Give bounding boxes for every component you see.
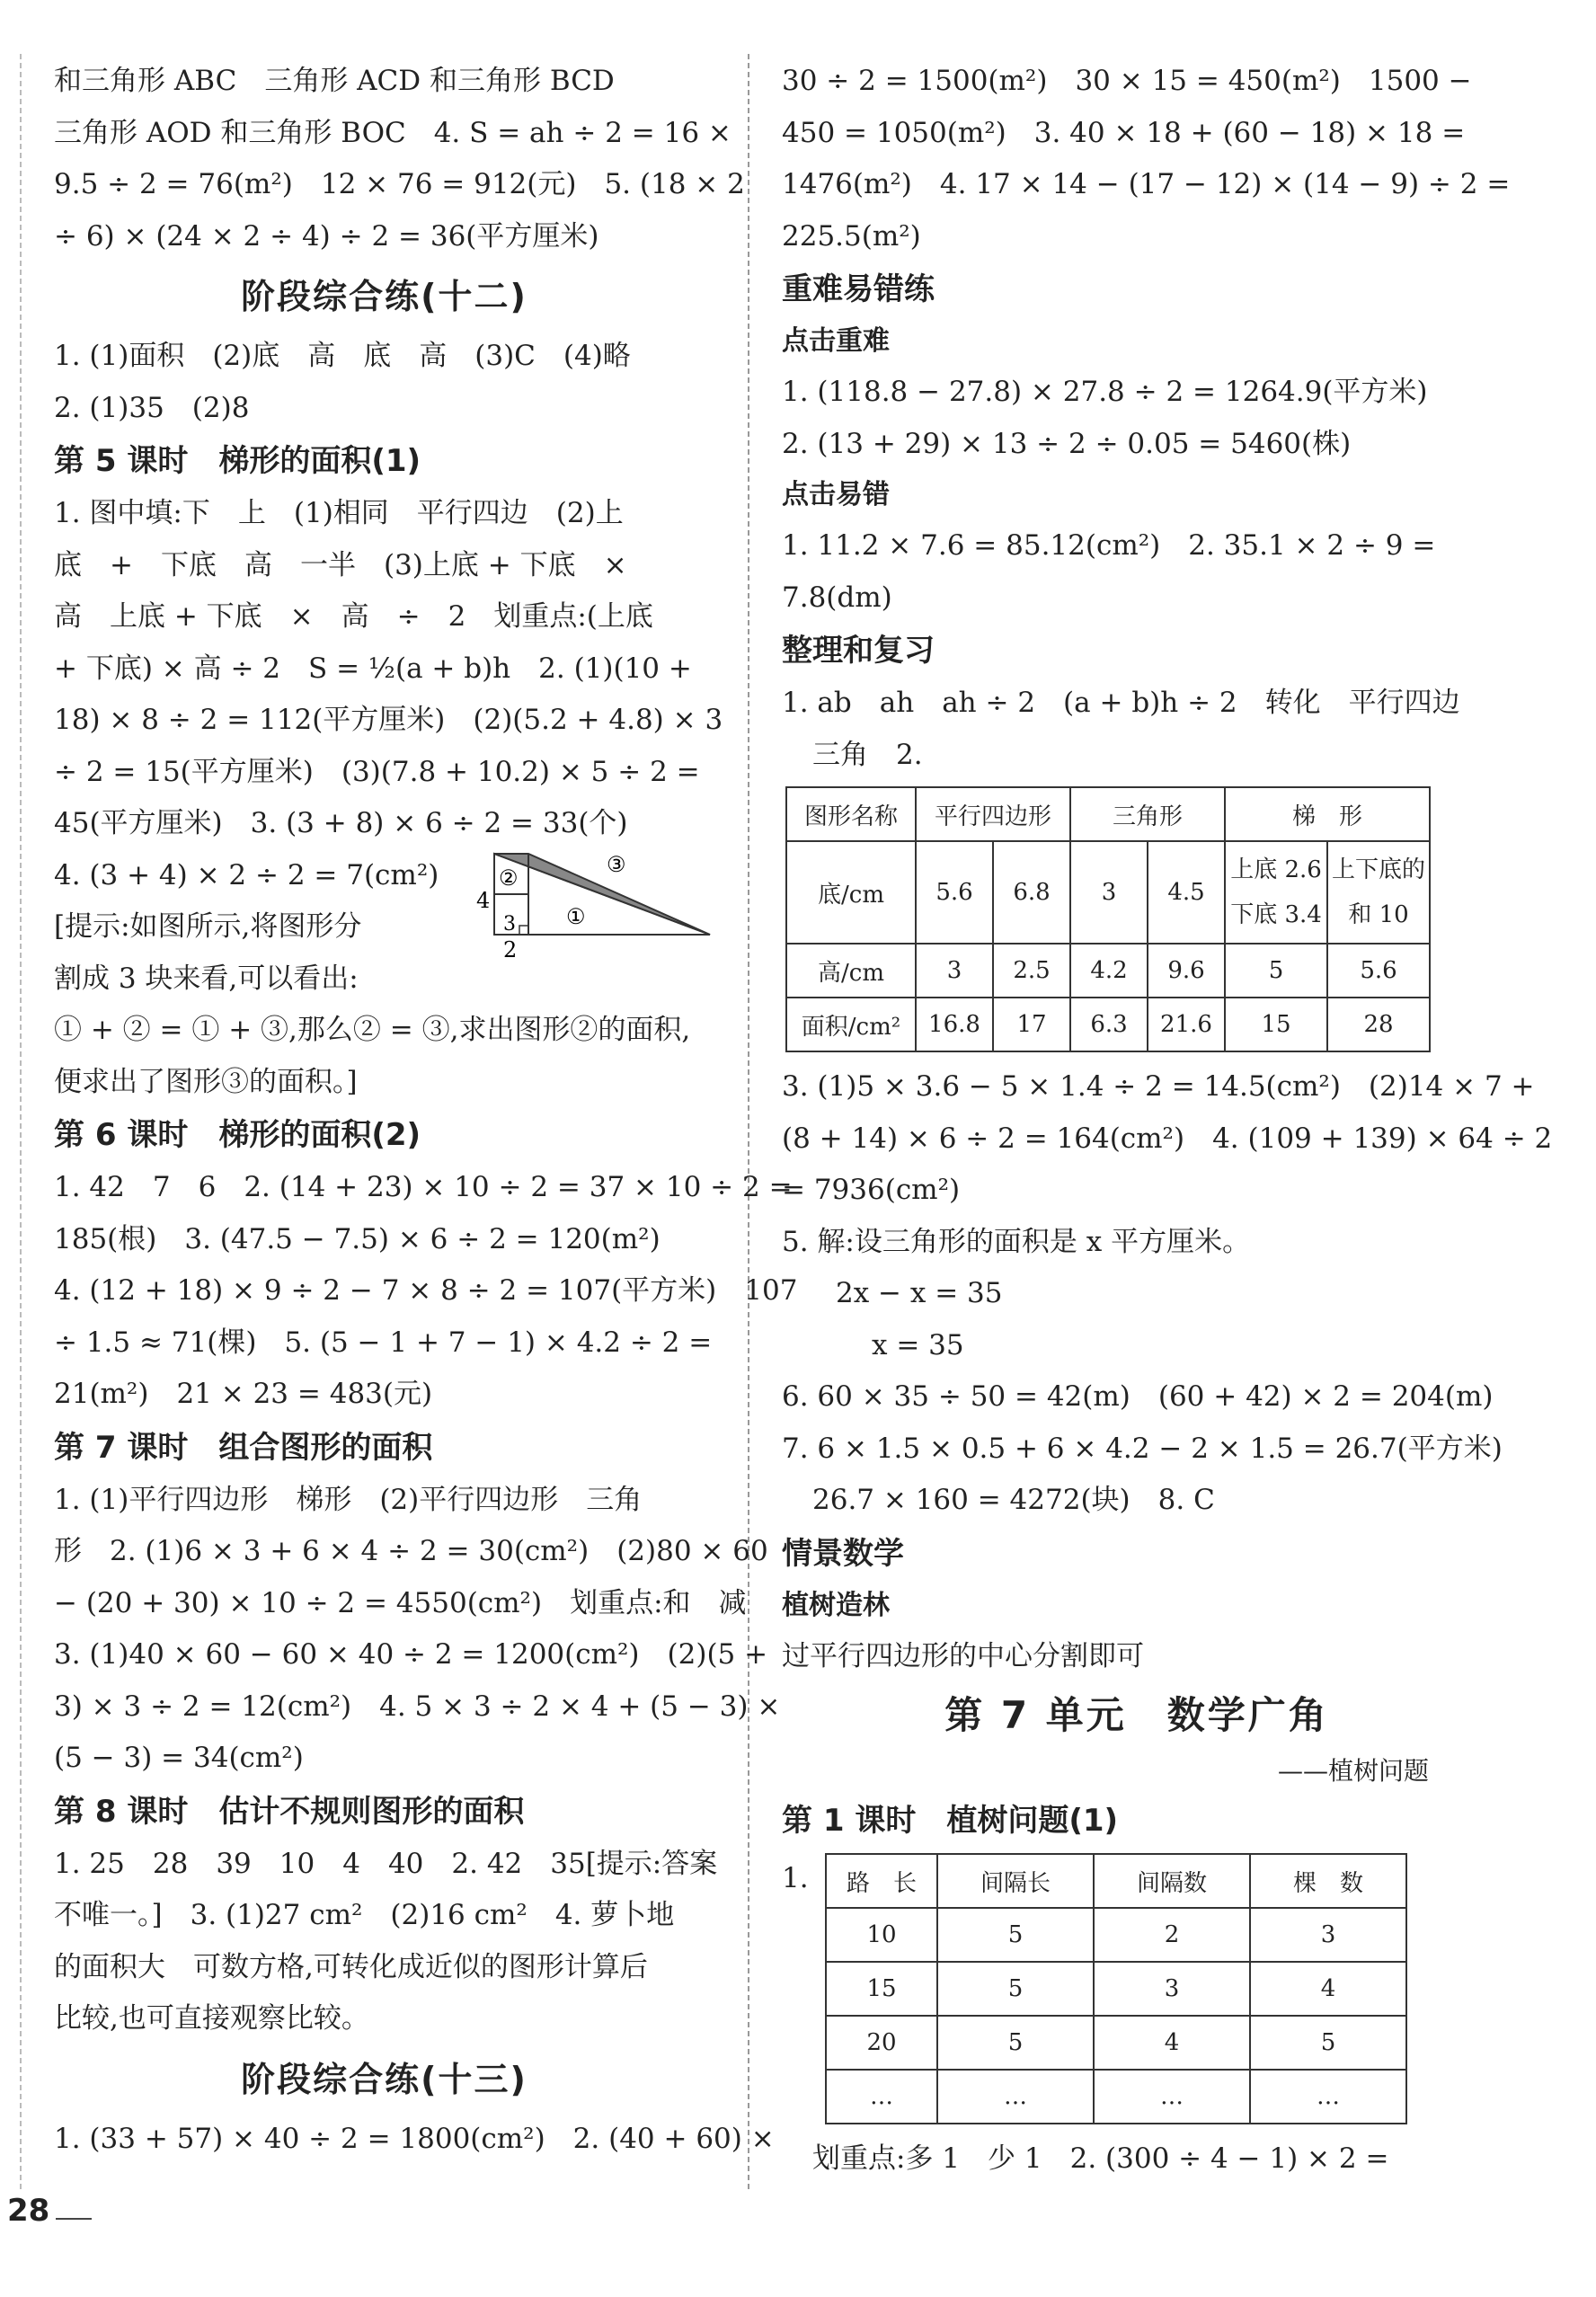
text-line: 不唯一。] 3. (1)27 cm² (2)16 cm² 4. 萝卜地 — [54, 1899, 675, 1931]
text-line: ÷ 6) × (24 × 2 ÷ 4) ÷ 2 = 36(平方厘米) — [54, 219, 599, 253]
text-line: 底 + 下底 高 一半 (3)上底 + 下底 × — [54, 548, 627, 581]
table-cell: … — [1094, 2070, 1250, 2124]
table-cell: 2 — [1094, 1908, 1250, 1962]
text-line: 3. (1)40 × 60 − 60 × 40 ÷ 2 = 1200(cm²) (2)(5 + — [54, 1638, 768, 1671]
subheading-common-errors: 点击易错 — [782, 479, 890, 510]
question-number: 1. — [782, 1862, 809, 1894]
text-line: 7.8(dm) — [782, 581, 892, 614]
text-line: 1. (1)面积 (2)底 高 底 高 (3)C (4)略 — [54, 340, 631, 372]
table-header: 棵 数 — [1250, 1854, 1406, 1908]
table-cell: 9.6 — [1148, 944, 1225, 998]
table-cell: 4.5 — [1148, 841, 1225, 944]
text-line: 2x − x = 35 — [836, 1277, 1003, 1309]
table-header: 路 长 — [826, 1854, 937, 1908]
row-label: 高/cm — [786, 944, 916, 998]
table-cell: 3 — [1094, 1962, 1250, 2016]
table-cell: 21.6 — [1148, 998, 1225, 1051]
table-cell: 6.8 — [993, 841, 1070, 944]
text-line: 185(根) 3. (47.5 − 7.5) × 6 ÷ 2 = 120(m²) — [54, 1222, 661, 1255]
text-line: 形 2. (1)6 × 3 + 6 × 4 ÷ 2 = 30(cm²) (2)80 × 60 — [54, 1535, 768, 1567]
right-column — [782, 56, 1553, 2186]
text-line: (8 + 14) × 6 ÷ 2 = 164(cm²) 4. (109 + 139) × 64 ÷ 2 — [782, 1122, 1553, 1155]
table-header: 间隔数 — [1094, 1854, 1250, 1908]
text-line: 6. 60 × 35 ÷ 50 = 42(m) (60 + 42) × 2 = 204(m) — [782, 1380, 1494, 1413]
table-cell: 10 — [826, 1908, 937, 1962]
page-number-rule — [56, 2218, 92, 2220]
text-line: x = 35 — [872, 1328, 964, 1361]
text-line: 比较,也可直接观察比较。 — [54, 2002, 369, 2035]
text-line: 割成 3 块来看,可以看出: — [54, 962, 359, 995]
section-title-stage12: 阶段综合练(十二) — [241, 277, 528, 316]
section-title-stage13: 阶段综合练(十三) — [241, 2059, 528, 2099]
text-line: − (20 + 30) × 10 ÷ 2 = 4550(cm²) 划重点:和 减 — [54, 1586, 747, 1619]
text-line: 2. (13 + 29) × 13 ÷ 2 ÷ 0.05 = 5460(株) — [782, 427, 1352, 460]
text-line: 1. 25 28 39 10 4 40 2. 42 35[提示:答案 — [54, 1847, 718, 1880]
shapes-area-table — [785, 786, 1431, 1052]
text-line: 450 = 1050(m²) 3. 40 × 18 + (60 − 18) × 18 = — [782, 116, 1466, 149]
label-4: 4 — [476, 887, 491, 913]
text-line: 2. (1)35 (2)8 — [54, 391, 250, 424]
subheading-tree-planting: 植树造林 — [782, 1589, 890, 1621]
text-line: 30 ÷ 2 = 1500(m²) 30 × 15 = 450(m²) 1500 − — [782, 65, 1472, 97]
text-line: 三角 2. — [812, 738, 923, 771]
table-cell: 5 — [937, 1908, 1094, 1962]
label-2: 2 — [503, 936, 518, 962]
lesson-heading-1: 第 1 课时 植树问题(1) — [782, 1803, 1119, 1839]
table-cell: 16.8 — [916, 998, 993, 1051]
text-line: ÷ 2 = 15(平方厘米) (3)(7.8 + 10.2) × 5 ÷ 2 = — [54, 755, 700, 788]
text-line: + 下底) × 高 ÷ 2 S = ½(a + b)h 2. (1)(10 + — [54, 652, 692, 685]
table-cell: 2.5 — [993, 944, 1070, 998]
table-header: 三角形 — [1070, 787, 1225, 841]
region-3-label: ③ — [607, 851, 626, 877]
text-line: 45(平方厘米) 3. (3 + 8) × 6 ÷ 2 = 33(个) — [54, 807, 628, 839]
text-line: 1. (118.8 − 27.8) × 27.8 ÷ 2 = 1264.9(平方米) — [782, 376, 1428, 408]
table-header: 间隔长 — [937, 1854, 1094, 1908]
table-cell: 5 — [937, 2016, 1094, 2070]
text-line: 18) × 8 ÷ 2 = 112(平方厘米) (2)(5.2 + 4.8) × 3 — [54, 704, 723, 736]
text-line: ① + ② = ① + ③,那么② = ③,求出图形②的面积, — [54, 1014, 691, 1046]
table-cell: 5.6 — [1327, 944, 1430, 998]
table-cell: 3 — [1070, 841, 1148, 944]
text-line: 9.5 ÷ 2 = 76(m²) 12 × 76 = 912(元) 5. (18 × 2 — [54, 168, 745, 200]
text-line: 3) × 3 ÷ 2 = 12(cm²) 4. 5 × 3 ÷ 2 × 4 + (5 − 3) × — [54, 1689, 781, 1723]
text-line: 5. 解:设三角形的面积是 x 平方厘米。 — [782, 1225, 1251, 1258]
table-cell: … — [1250, 2070, 1406, 2124]
table-cell: 3 — [1250, 1908, 1406, 1962]
table-cell: 17 — [993, 998, 1070, 1051]
heading-scenario-math: 情景数学 — [782, 1535, 904, 1572]
question-1-block — [782, 1853, 1456, 2124]
text-line: 26.7 × 160 = 4272(块) 8. C — [812, 1484, 1215, 1516]
table-cell: 4 — [1250, 1962, 1406, 2016]
subheading-key-points: 点击重难 — [782, 325, 890, 357]
page-number: 28 — [7, 2193, 50, 2229]
text-line: = 7936(cm²) — [782, 1174, 961, 1206]
label-3: 3 — [503, 912, 516, 936]
text-line: (5 − 3) = 34(cm²) — [54, 1742, 304, 1774]
row-label: 底/cm — [786, 841, 916, 944]
table-cell: 4 — [1094, 2016, 1250, 2070]
table-cell: 上底 2.6 下底 3.4 — [1225, 841, 1327, 944]
heading-review: 整理和复习 — [782, 633, 935, 669]
unit-subtitle: ——植树问题 — [1277, 1756, 1429, 1786]
lesson-heading-5: 第 5 课时 梯形的面积(1) — [54, 443, 421, 479]
table-header: 图形名称 — [786, 787, 916, 841]
trapezoid-figure — [449, 845, 719, 962]
table-cell: 4.2 — [1070, 944, 1148, 998]
text-line: 1. 11.2 × 7.6 = 85.12(cm²) 2. 35.1 × 2 ÷ 9 = — [782, 529, 1436, 562]
tree-planting-table — [825, 1853, 1407, 2124]
text-line: 1. ab ah ah ÷ 2 (a + b)h ÷ 2 转化 平行四边 — [782, 687, 1460, 719]
text-line: 4. (3 + 4) × 2 ÷ 2 = 7(cm²) — [54, 858, 439, 891]
text-line: [提示:如图所示,将图形分 — [54, 910, 362, 943]
text-line: 1476(m²) 4. 17 × 14 − (17 − 12) × (14 − 9) ÷ 2 = — [782, 168, 1511, 200]
text-line: 1. 图中填:下 上 (1)相同 平行四边 (2)上 — [54, 497, 624, 529]
lesson-heading-8: 第 8 课时 估计不规则图形的面积 — [54, 1793, 525, 1830]
table-cell: 3 — [916, 944, 993, 998]
table-cell: 5 — [1225, 944, 1327, 998]
table-header: 梯 形 — [1225, 787, 1430, 841]
region-1-label: ① — [566, 903, 586, 929]
region-2-label: ② — [499, 865, 519, 891]
table-cell: 28 — [1327, 998, 1430, 1051]
table-cell: 5 — [1250, 2016, 1406, 2070]
text-line: 和三角形 ABC 三角形 ACD 和三角形 BCD — [54, 65, 615, 97]
text-line: 225.5(m²) — [782, 219, 921, 253]
left-margin-rule — [20, 54, 22, 2189]
table-cell: 15 — [826, 1962, 937, 2016]
table-header: 平行四边形 — [916, 787, 1070, 841]
table-cell: … — [937, 2070, 1094, 2124]
table-cell: 20 — [826, 2016, 937, 2070]
text-line: 3. (1)5 × 3.6 − 5 × 1.4 ÷ 2 = 14.5(cm²) (2)14 × 7 + — [782, 1070, 1535, 1103]
table-cell: 6.3 — [1070, 998, 1148, 1051]
left-column — [54, 56, 798, 2165]
text-line: 便求出了图形③的面积。] — [54, 1065, 358, 1098]
text-line: 1. (1)平行四边形 梯形 (2)平行四边形 三角 — [54, 1483, 643, 1516]
text-line: ÷ 1.5 ≈ 71(棵) 5. (5 − 1 + 7 − 1) × 4.2 ÷ 2 = — [54, 1326, 713, 1359]
lesson-heading-6: 第 6 课时 梯形的面积(2) — [54, 1117, 421, 1153]
table-cell: … — [826, 2070, 937, 2124]
heading-difficult-practice: 重难易错练 — [782, 271, 935, 307]
lesson-heading-7: 第 7 课时 组合图形的面积 — [54, 1429, 433, 1466]
text-line: 三角形 AOD 和三角形 BOC 4. S = ah ÷ 2 = 16 × — [54, 116, 732, 149]
table-cell: 15 — [1225, 998, 1327, 1051]
table-cell: 5.6 — [916, 841, 993, 944]
text-line: 划重点:多 1 少 1 2. (300 ÷ 4 − 1) × 2 = — [812, 2142, 1389, 2175]
row-label: 面积/cm² — [786, 998, 916, 1051]
text-line: 高 上底 + 下底 × 高 ÷ 2 划重点:(上底 — [54, 600, 653, 633]
column-divider — [748, 54, 749, 2189]
table-cell: 上下底的 和 10 — [1327, 841, 1430, 944]
unit-title: 第 7 单元 数学广角 — [944, 1693, 1329, 1737]
text-line: 过平行四边形的中心分割即可 — [782, 1639, 1144, 1672]
text-line: 1. (33 + 57) × 40 ÷ 2 = 1800(cm²) 2. (40 + 60) × — [54, 2122, 775, 2155]
text-line: 7. 6 × 1.5 × 0.5 + 6 × 4.2 − 2 × 1.5 = 26.7(平方米) — [782, 1432, 1503, 1465]
text-line: 21(m²) 21 × 23 = 483(元) — [54, 1378, 433, 1410]
table-cell: 5 — [937, 1962, 1094, 2016]
text-line: 1. 42 7 6 2. (14 + 23) × 10 ÷ 2 = 37 × 10 ÷ 2 = — [54, 1171, 793, 1203]
text-line: 的面积大 可数方格,可转化成近似的图形计算后 — [54, 1950, 648, 1983]
text-line: 4. (12 + 18) × 9 ÷ 2 − 7 × 8 ÷ 2 = 107(平方米) 107 — [54, 1274, 798, 1307]
